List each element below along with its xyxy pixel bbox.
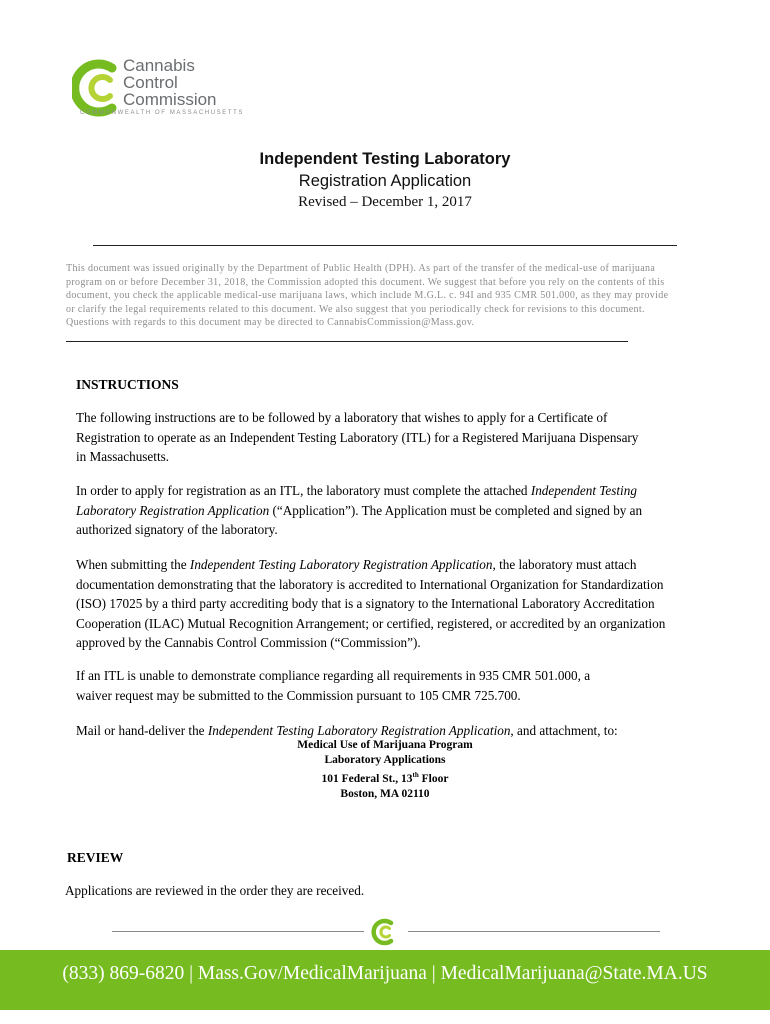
document-title: Independent Testing Laboratory [259,150,511,168]
mailing-address [0,738,770,802]
italic-title-run: Independent Testing Laboratory Registration Application [207,723,511,738]
footer-contact-text: (833) 869-6820 | Mass.Gov/MedicalMarijuana | MedicalMarijuana@State.MA.US [62,963,708,984]
revision-date: Revised – December 1, 2017 [298,194,472,210]
review-heading: REVIEW [67,850,124,865]
notice-line: document, you check the applicable medical-use marijuana laws, which include M.G.L. c. 94I and 935 CMR 501.000, as they may provide [66,290,669,301]
instructions-paragraph-3 [76,555,716,653]
notice-divider [66,341,628,342]
text-run: , and attachment, to: [510,723,618,738]
paragraph-line: authorized signatory of the laboratory. [76,522,278,537]
italic-title-run: Laboratory Registration Application [76,502,270,518]
text-run: Floor [418,772,449,785]
paragraph-line [76,481,716,501]
instructions-heading: INSTRUCTIONS [76,377,179,392]
notice-line: Questions with regards to this document may be directed to CannabisCommission@Mass.gov. [66,317,475,328]
text-run: When submitting the [76,557,190,572]
transfer-notice [66,262,706,330]
text-run: In order to apply for registration as an ITL, the laboratory must complete the attached [76,483,531,498]
paragraph-line: approved by the Cannabis Control Commission (“Commission”). [76,635,421,650]
notice-line: or clarify the legal requirements related to this document. We also suggest that you periodically check for revisions to this document. [66,303,645,315]
instructions-paragraph-1 [76,408,716,467]
paragraph-line: in Massachusetts. [76,449,170,464]
italic-title-run: Independent Testing [530,483,637,498]
paragraph-line [76,555,716,575]
paragraph-line: Cooperation (ILAC) Mutual Recognition Arrangement; or certified, registered, or accredited by an organization [76,615,666,631]
logo-subtitle: COMMONWEALTH OF MASSACHUSETTS [80,110,244,116]
italic-title-run: Independent Testing Laboratory Registration Application [189,557,493,572]
top-divider [93,245,677,246]
instructions-paragraph-2 [76,481,716,540]
logo-line-2: Control [123,73,178,92]
footer-divider-right [408,931,660,932]
address-line [0,768,770,787]
document-subtitle: Registration Application [298,172,472,190]
notice-line: program on or before December 31, 2018, the Commission adopted this document. We suggest that before you rely on the contents of this [66,276,665,288]
paragraph-line: If an ITL is unable to demonstrate compliance regarding all requirements in 935 CMR 501.000, a [76,668,591,683]
text-run: Mail or hand-deliver the [76,723,208,738]
ordinal-suffix: th [412,771,419,779]
logo-line-1: Cannabis [123,56,195,75]
logo-line-3: Commission [123,90,217,109]
address-line: Boston, MA 02110 [340,787,430,800]
address-line: Laboratory Applications [324,754,446,766]
commission-emblem-icon [370,918,400,946]
notice-line: This document was issued originally by the Department of Public Health (DPH). As part of the transfer of the medical-use of marijuana [66,263,656,274]
review-text: Applications are reviewed in the order they are received. [65,883,365,898]
text-run: 101 Federal St., 13 [321,772,413,785]
paragraph-line: waiver request may be submitted to the Commission pursuant to 105 CMR 725.700. [76,687,521,703]
text-run: (“Application”). The Application must be completed and signed by an [269,502,643,518]
text-run: , the laboratory must attach [492,557,637,572]
paragraph-line [76,501,716,521]
logo-wordmark [123,57,217,108]
paragraph-line: Registration to operate as an Independent Testing Laboratory (ITL) for a Registered Marijuana Dispensary [76,429,639,445]
instructions-paragraph-4 [76,666,716,705]
paragraph-line: (ISO) 17025 by a third party accrediting body that is a signatory to the International Laboratory Accreditation [76,596,655,611]
footer-divider-left [112,931,364,932]
paragraph-line: The following instructions are to be followed by a laboratory that wishes to apply for a Certificate of [76,410,608,425]
paragraph-line: documentation demonstrating that the laboratory is accredited to International Organization for Standardization [76,576,664,592]
address-line: Medical Use of Marijuana Program [297,739,473,751]
